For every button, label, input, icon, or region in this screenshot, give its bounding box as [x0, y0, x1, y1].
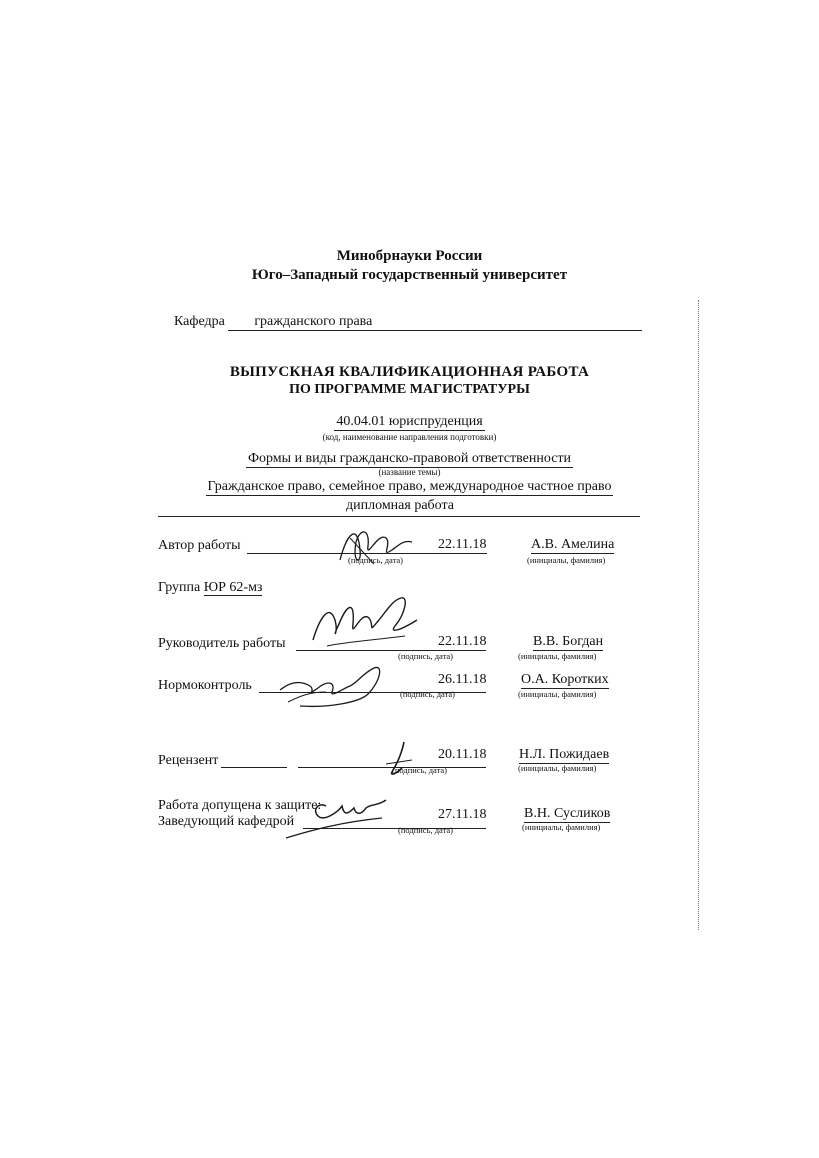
- supervisor-sign-caption: (подпись, дата): [398, 651, 454, 661]
- specialization-row: [0, 477, 819, 496]
- normcontrol-label: Нормоконтроль: [158, 678, 252, 693]
- program-caption: (код, наименование направления подготовки): [322, 432, 497, 442]
- author-sign-caption: (подпись, дата): [348, 555, 404, 565]
- topic-caption: (название темы): [378, 467, 441, 477]
- reviewer-date: 20.11.18: [438, 747, 487, 762]
- head-signature: [282, 792, 402, 844]
- supervisor-name: В.В. Богдан: [533, 634, 604, 649]
- ministry-heading: Минобрнауки России: [336, 248, 483, 264]
- reviewer-label: Рецензент: [158, 753, 219, 768]
- reviewer-sign-caption: (подпись, дата): [392, 765, 448, 775]
- author-name: А.В. Амелина: [531, 537, 615, 552]
- author-label: Автор работы: [158, 538, 241, 553]
- department-value: гражданского права: [228, 314, 642, 331]
- group-row: [158, 580, 262, 596]
- topic-row: [0, 449, 819, 468]
- supervisor-signature: [305, 590, 425, 655]
- supervisor-name-caption: (инициалы, фамилия): [518, 651, 597, 661]
- department-row: [174, 314, 642, 331]
- university-heading: Юго–Западный государственный университет: [251, 267, 568, 283]
- reviewer-name-caption: (инициалы, фамилия): [518, 763, 597, 773]
- supervisor-label: Руководитель работы: [158, 636, 286, 651]
- normcontrol-name-caption: (инициалы, фамилия): [518, 689, 597, 699]
- author-name-caption: (инициалы, фамилия): [527, 555, 606, 565]
- head-date: 27.11.18: [438, 807, 487, 822]
- group-value: ЮР 62-мз: [203, 580, 263, 595]
- program-value: 40.04.01 юриспруденция: [336, 414, 483, 429]
- reviewer-sign-line-left: [221, 767, 287, 768]
- head-label: Заведующий кафедрой: [158, 814, 295, 829]
- normcontrol-signature: [270, 652, 400, 712]
- topic-value: Формы и виды гражданско-правовой ответственности: [247, 451, 572, 466]
- department-label: Кафедра: [174, 314, 225, 329]
- head-name: В.Н. Сусликов: [524, 806, 611, 821]
- author-signature: [330, 520, 420, 570]
- admitted-label: Работа допущена к защите:: [158, 798, 322, 813]
- work-type-value: дипломная работа: [346, 498, 454, 513]
- head-sign-caption: (подпись, дата): [398, 825, 454, 835]
- normcontrol-name: О.А. Коротких: [521, 672, 609, 687]
- head-name-caption: (инициалы, фамилия): [522, 822, 601, 832]
- reviewer-signature: [380, 738, 420, 780]
- author-date: 22.11.18: [438, 537, 487, 552]
- document-title: ВЫПУСКНАЯ КВАЛИФИКАЦИОННАЯ РАБОТА: [229, 364, 590, 380]
- group-label: Группа: [158, 580, 201, 595]
- document-subtitle: ПО ПРОГРАММЕ МАГИСТРАТУРЫ: [289, 382, 530, 397]
- normcontrol-date: 26.11.18: [438, 672, 487, 687]
- normcontrol-sign-caption: (подпись, дата): [400, 689, 456, 699]
- specialization-value: Гражданское право, семейное право, международное частное право: [207, 479, 612, 494]
- reviewer-name: Н.Л. Пожидаев: [519, 747, 610, 762]
- supervisor-date: 22.11.18: [438, 634, 487, 649]
- work-type-row: [158, 500, 640, 517]
- program-row: [0, 412, 819, 431]
